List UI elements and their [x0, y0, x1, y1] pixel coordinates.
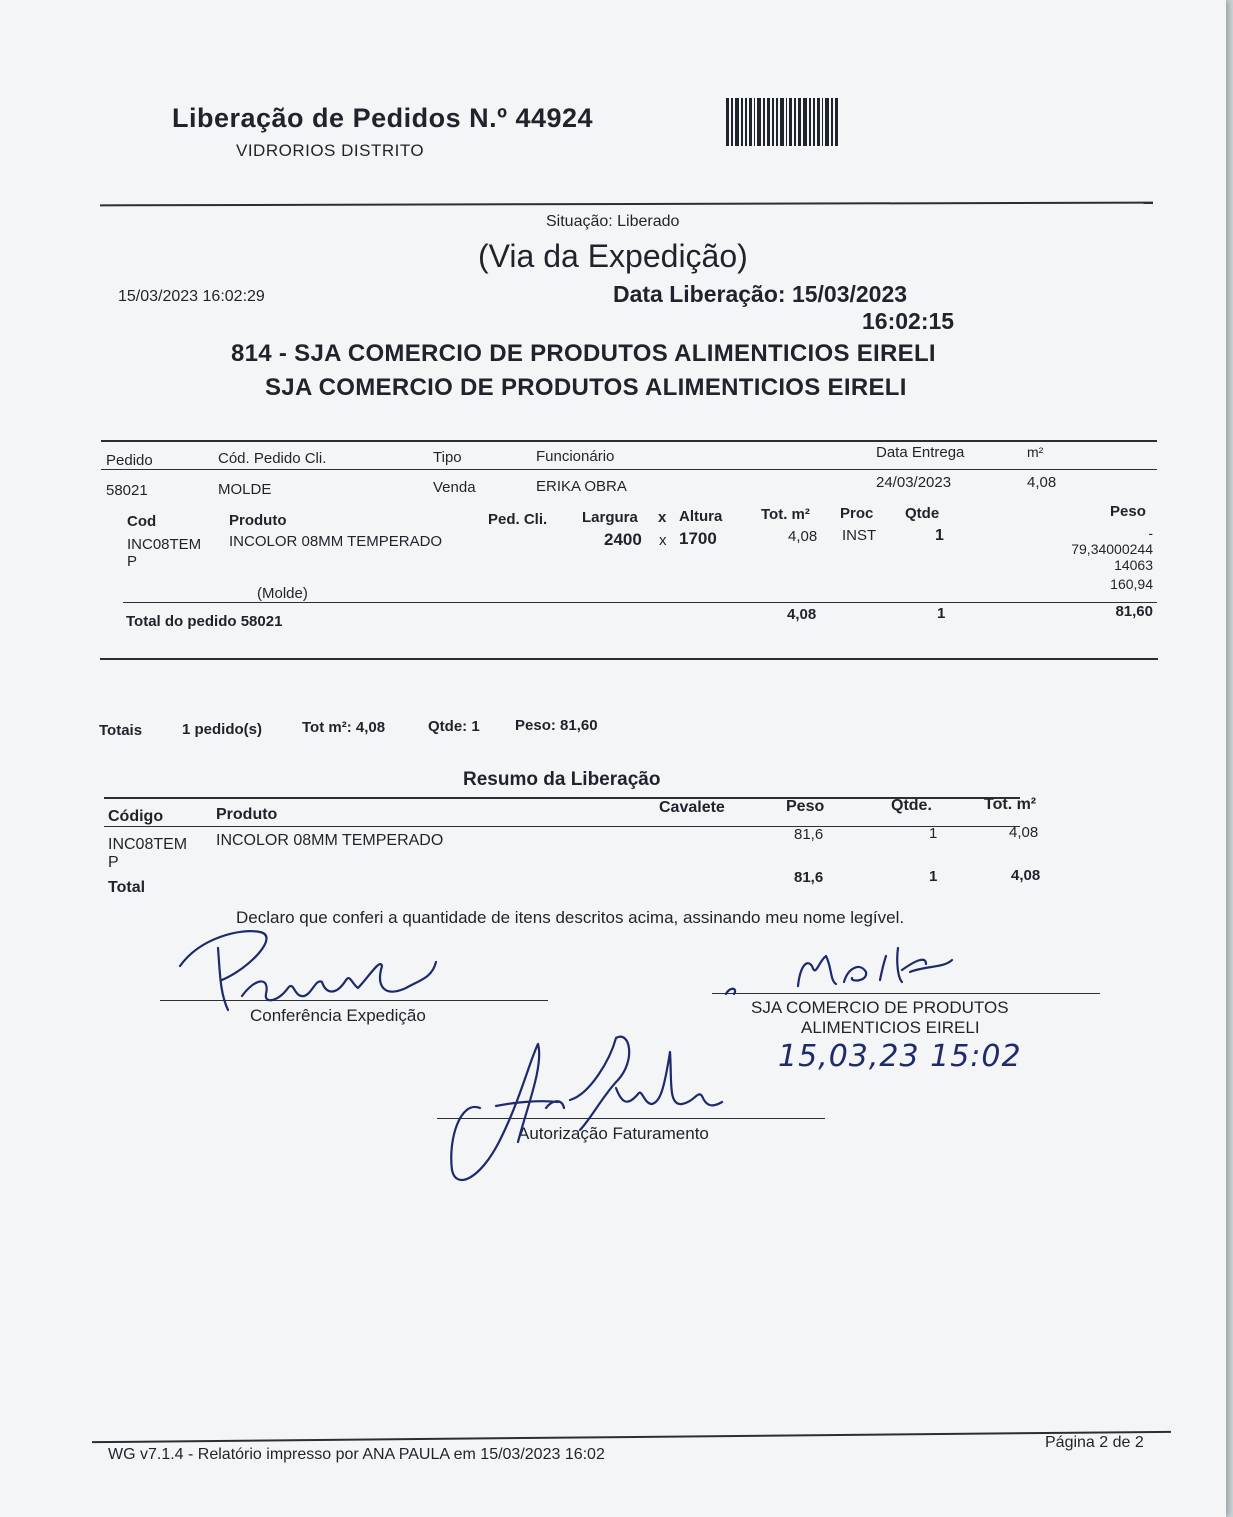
totals-qtde: Qtde: 1 [428, 718, 480, 735]
barcode-bar [798, 98, 801, 146]
item-peso-2: 14063 [1114, 557, 1153, 573]
col-header-cod: Cod [127, 513, 157, 530]
divider [101, 440, 1157, 442]
order-delivery-date: 24/03/2023 [876, 474, 952, 491]
client-line-1: 814 - SJA COMERCIO DE PRODUTOS ALIMENTICIOS EIRELI [231, 340, 936, 367]
summary-header-qtde: Qtde. [891, 797, 932, 814]
signature-label-client-1: SJA COMERCIO DE PRODUTOS [751, 998, 1009, 1017]
release-time: 16:02:15 [862, 308, 955, 334]
signature-faturamento-drawing [440, 1030, 740, 1190]
totals-label: Totais [99, 722, 143, 739]
order-total-label: Total do pedido 58021 [126, 613, 283, 630]
summary-header-tot-m2: Tot. m² [984, 796, 1037, 813]
order-type: Venda [433, 479, 476, 496]
barcode-bar [754, 98, 755, 146]
summary-total-tot-m2: 4,08 [1011, 867, 1041, 884]
barcode-bar [789, 98, 792, 146]
print-datetime: 15/03/2023 16:02:29 [118, 288, 265, 305]
col-header-altura: Altura [679, 508, 723, 525]
col-header-tot-m2: Tot. m² [761, 506, 810, 523]
barcode-bar [831, 98, 833, 146]
barcode-bar [786, 98, 787, 146]
barcode-bar [813, 98, 815, 146]
col-header-proc: Proc [840, 505, 874, 522]
item-code-line-2: P [127, 553, 138, 570]
col-header-tipo: Tipo [433, 449, 462, 466]
col-header-ped-cli: Ped. Cli. [488, 511, 548, 528]
via-title: (Via da Expedição) [478, 238, 748, 274]
summary-header-peso: Peso [786, 798, 825, 815]
col-header-x: x [658, 509, 667, 526]
divider [100, 202, 1153, 207]
item-peso-dash: - [1148, 525, 1153, 541]
barcode-bar [749, 98, 752, 146]
item-peso-1: 79,34000244 [1071, 541, 1153, 557]
summary-total-label: Total [108, 879, 146, 896]
totals-orders: 1 pedido(s) [182, 721, 263, 738]
barcode-bar [745, 98, 747, 146]
divider [100, 658, 1158, 660]
status-text: Situação: Liberado [546, 213, 680, 230]
barcode-bar [772, 98, 774, 146]
signature-label-faturamento: Autorização Faturamento [518, 1124, 709, 1143]
totals-m2: Tot m²: 4,08 [302, 719, 386, 736]
barcode-bar [731, 98, 733, 146]
signature-label-expedicao: Conferência Expedição [250, 1006, 426, 1025]
summary-title: Resumo da Liberação [463, 769, 661, 790]
declaration-text: Declaro que conferi a quantidade de itens descritos acima, assinando meu nome legível. [236, 908, 905, 927]
company-name: VIDRORIOS DISTRITO [236, 141, 425, 160]
divider [101, 469, 1157, 470]
col-header-peso: Peso [1110, 503, 1146, 520]
footer-printed-by: WG v7.1.4 - Relatório impresso por ANA PAULA em 15/03/2023 16:02 [108, 1446, 605, 1463]
summary-code-line-2: P [108, 854, 119, 871]
barcode-bar [741, 98, 743, 146]
barcode-bar [767, 98, 770, 146]
summary-total-qtde: 1 [929, 868, 938, 885]
summary-header-codigo: Código [108, 808, 164, 825]
barcode-bar [726, 98, 729, 146]
col-header-pedido: Pedido [106, 452, 153, 469]
barcode-bar [763, 98, 765, 146]
summary-total-peso: 81,6 [794, 869, 824, 886]
order-client-code: MOLDE [218, 481, 272, 498]
col-header-m2: m² [1027, 444, 1044, 460]
item-x: x [659, 532, 667, 549]
document-title: Liberação de Pedidos N.º 44924 [172, 103, 594, 133]
client-line-2: SJA COMERCIO DE PRODUTOS ALIMENTICIOS EIRELI [265, 374, 907, 401]
item-code-line-1: INC08TEM [127, 536, 202, 553]
summary-header-produto: Produto [216, 806, 278, 823]
item-height: 1700 [679, 529, 717, 548]
summary-qtde: 1 [929, 825, 938, 842]
col-header-produto: Produto [229, 512, 287, 529]
barcode [726, 98, 910, 146]
barcode-bar [803, 98, 807, 146]
col-header-cod-pedido-cli: Cód. Pedido Cli. [218, 450, 327, 467]
order-number: 58021 [106, 482, 148, 499]
barcode-bar [757, 98, 761, 146]
order-total-m2: 4,08 [787, 606, 817, 623]
summary-tot-m2: 4,08 [1009, 824, 1039, 841]
summary-code-line-1: INC08TEM [108, 836, 188, 853]
order-total-peso: 81,60 [1115, 603, 1153, 620]
order-employee: ERIKA OBRA [536, 478, 627, 495]
summary-header-cavalete: Cavalete [659, 799, 725, 816]
summary-product: INCOLOR 08MM TEMPERADO [216, 832, 444, 849]
item-width: 2400 [604, 530, 642, 549]
signature-label-client-2: ALIMENTICIOS EIRELI [801, 1018, 980, 1037]
barcode-bar [809, 98, 811, 146]
item-tot-m2: 4,08 [788, 528, 818, 545]
divider [123, 602, 1157, 603]
barcode-bar [817, 98, 820, 146]
order-total-qtde: 1 [937, 605, 946, 622]
totals-weight: Peso: 81,60 [515, 717, 598, 734]
item-note: (Molde) [257, 585, 308, 602]
col-header-funcionario: Funcionário [536, 448, 615, 465]
barcode-bar [794, 98, 796, 146]
barcode-bar [776, 98, 778, 146]
barcode-bar [780, 98, 784, 146]
col-header-qtde: Qtde [905, 505, 940, 522]
barcode-bar [835, 98, 838, 146]
divider [104, 826, 1020, 827]
col-header-largura: Largura [582, 509, 638, 526]
handwritten-date: 15,03,23 15:02 [778, 1039, 1022, 1074]
barcode-bar [735, 98, 739, 146]
barcode-bar [825, 98, 829, 146]
divider [104, 797, 1020, 799]
barcode-bar [822, 98, 823, 146]
signature-expedicao-drawing [170, 918, 470, 1018]
signature-client-drawing [720, 938, 980, 998]
footer-page: Página 2 de 2 [1045, 1434, 1144, 1451]
col-header-data-entrega: Data Entrega [876, 444, 965, 461]
release-date: Data Liberação: 15/03/2023 [613, 281, 908, 307]
item-qtde: 1 [935, 527, 944, 544]
divider [92, 1431, 1171, 1443]
item-peso-3: 160,94 [1110, 576, 1153, 592]
summary-peso: 81,6 [794, 826, 824, 843]
item-proc: INST [842, 527, 877, 544]
order-m2: 4,08 [1027, 474, 1057, 491]
item-product: INCOLOR 08MM TEMPERADO [229, 533, 443, 550]
